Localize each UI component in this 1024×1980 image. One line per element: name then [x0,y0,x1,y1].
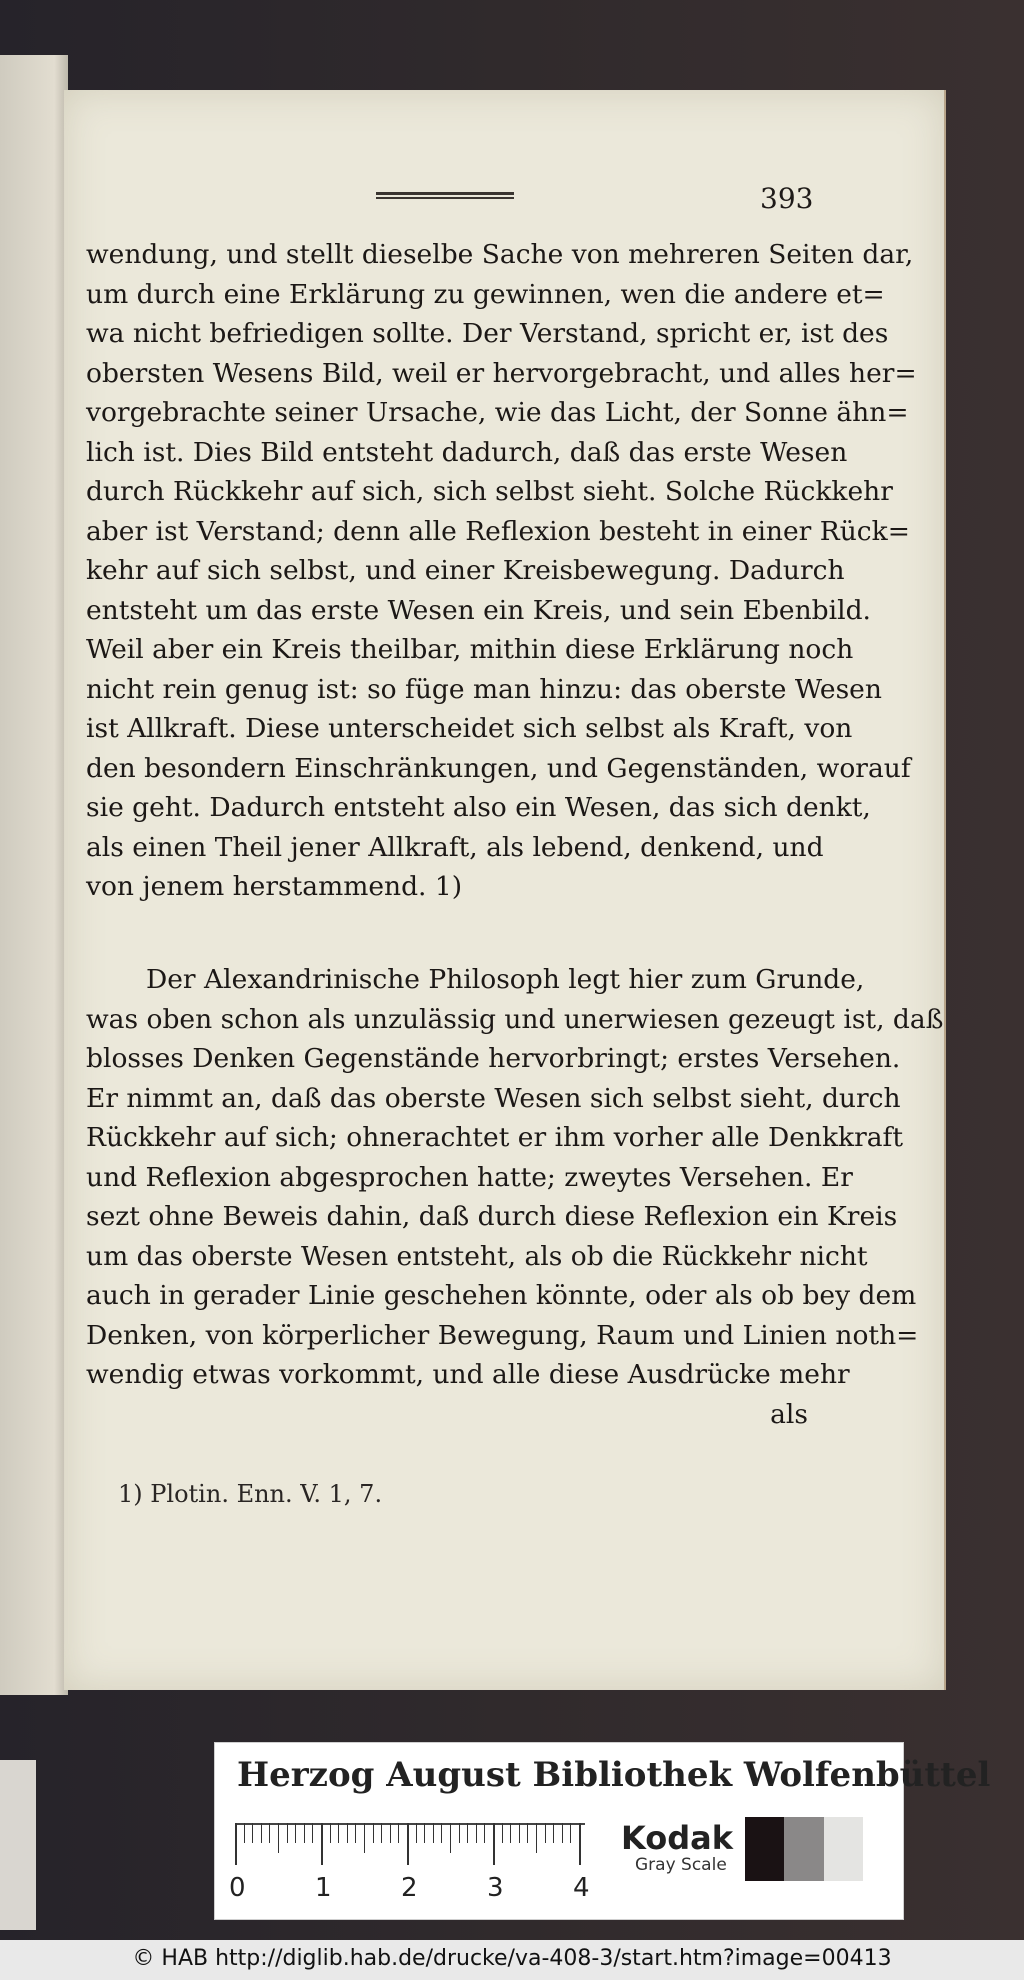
text-line: wendung, und stellt dieselbe Sache von mehreren Seiten dar, [86,239,914,270]
ruler-tick [562,1823,563,1843]
text-line: als einen Theil jener Allkraft, als lebend, denkend, und [86,831,824,863]
ruler-tick [441,1823,442,1843]
kodak-logo: Kodak [621,1819,733,1857]
ruler-tick [467,1823,468,1843]
ruler-tick [450,1823,451,1853]
text-line: wendig etwas vorkommt, und alle diese Ausdrücke mehr [86,1359,850,1390]
text-line: blosses Denken Gegenstände hervorbringt; erstes Versehen. [86,1043,901,1074]
text-line: sezt ohne Beweis dahin, daß durch diese Reflexion ein Kreis [86,1201,898,1232]
ruler-tick [373,1823,374,1843]
header-rule [376,192,514,199]
caption-bar [0,1940,1024,1980]
ruler-tick [278,1823,279,1853]
text-line: lich ist. Dies Bild entsteht dadurch, daß das erste Wesen [86,436,848,468]
paragraph-2 [86,960,944,1434]
ruler-number: 4 [573,1873,590,1903]
library-title: Herzog August Bibliothek Wolfenbüttel [237,1755,991,1795]
text-line: Weil aber ein Kreis theilbar, mithin diese Erklärung noch [86,634,854,665]
ruler-tick [338,1823,339,1843]
ruler-tick [519,1823,520,1843]
ruler-tick [459,1823,460,1843]
text-line: um durch eine Erklärung zu gewinnen, wen die andere et= [86,278,885,310]
ruler-tick [416,1823,417,1843]
text-line: kehr auf sich selbst, und einer Kreisbewegung. Dadurch [86,555,845,586]
text-line: obersten Wesens Bild, weil er hervorgebracht, und alles her= [86,357,917,389]
ruler-number: 0 [229,1873,246,1903]
ruler-tick [493,1823,495,1865]
text-line: um das oberste Wesen entsteht, als ob die Rückkehr nicht [86,1240,868,1272]
ruler-tick [407,1823,409,1865]
text-line: nicht rein genug ist: so füge man hinzu: das oberste Wesen [86,673,882,705]
text-line: entsteht um das erste Wesen ein Kreis, und sein Ebenbild. [86,594,871,626]
book-page [64,90,946,1690]
text-line: und Reflexion abgesprochen hatte; zweytes Versehen. Er [86,1161,853,1193]
text-line: Rückkehr auf sich; ohnerachtet er ihm vorher alle Denkkraft [86,1122,903,1153]
ruler-tick [579,1823,581,1865]
text-line: sie geht. Dadurch entsteht also ein Wesen, das sich denkt, [86,792,871,823]
ruler-tick [476,1823,477,1843]
ruler-tick [527,1823,528,1843]
ruler-tick [235,1823,237,1865]
ruler-tick [545,1823,546,1843]
ruler-tick [536,1823,537,1853]
text-line: Denken, von körperlicher Bewegung, Raum und Linien noth= [86,1319,919,1351]
ruler-tick [364,1823,365,1853]
copyright-caption: © HAB http://diglib.hab.de/drucke/va-408-3/start.htm?image=00413 [132,1946,892,1971]
facing-page-corner [0,1760,36,1930]
text-line: durch Rückkehr auf sich, sich selbst sieht. Solche Rückkehr [86,476,893,507]
ruler-tick [398,1823,399,1843]
text-line: vorgebrachte seiner Ursache, wie das Licht, der Sonne ähn= [86,397,909,428]
facing-page-edge [0,55,68,1695]
text-line: aber ist Verstand; denn alle Reflexion besteht in einer Rück= [86,515,910,547]
gray-swatch [824,1817,863,1881]
gray-swatches [745,1817,863,1881]
ruler-tick [484,1823,485,1843]
ruler-tick [510,1823,511,1843]
ruler-tick [381,1823,382,1843]
paragraph-1 [86,235,917,907]
ruler-tick [312,1823,313,1843]
ruler-tick [502,1823,503,1843]
ruler-tick [295,1823,296,1843]
text-line: den besondern Einschränkungen, und Gegenständen, worauf [86,752,911,784]
ruler-tick [269,1823,270,1843]
ruler-number: 2 [401,1873,418,1903]
ruler-tick [330,1823,331,1843]
ruler-tick [244,1823,245,1843]
color-calibration-bar [214,1742,991,1920]
footnote: 1) Plotin. Enn. V. 1, 7. [118,1480,383,1508]
ruler-tick [433,1823,434,1843]
text-line: auch in gerader Linie geschehen könnte, oder als ob bey dem [86,1280,917,1311]
ruler-tick [261,1823,262,1843]
ruler-tick [321,1823,323,1865]
page-number: 393 [760,182,814,215]
ruler-tick [424,1823,425,1843]
text-line: ist Allkraft. Diese unterscheidet sich selbst als Kraft, von [86,713,853,744]
ruler-numbers [229,1873,599,1903]
text-line: Er nimmt an, daß das oberste Wesen sich selbst sieht, durch [86,1082,901,1114]
gray-swatch [745,1817,784,1881]
gray-scale-label: Gray Scale [635,1855,727,1875]
ruler-tick [252,1823,253,1843]
ruler-tick [287,1823,288,1843]
ruler-tick [553,1823,554,1843]
ruler-number: 3 [487,1873,504,1903]
ruler-tick [304,1823,305,1843]
ruler-tick [390,1823,391,1843]
ruler-tick [570,1823,571,1843]
ruler-number: 1 [315,1873,332,1903]
text-line: Der Alexandrinische Philosoph legt hier zum Grunde, [146,964,865,995]
ruler-tick [347,1823,348,1843]
ruler-scale [235,1823,585,1865]
text-line: was oben schon als unzulässig und unerwiesen gezeugt ist, daß [86,1003,944,1035]
catchword: als [770,1398,808,1430]
ruler-tick [355,1823,356,1843]
text-line: von jenem herstammend. 1) [86,871,463,902]
gray-swatch [784,1817,823,1881]
text-line: wa nicht befriedigen sollte. Der Verstand, spricht er, ist des [86,318,889,349]
